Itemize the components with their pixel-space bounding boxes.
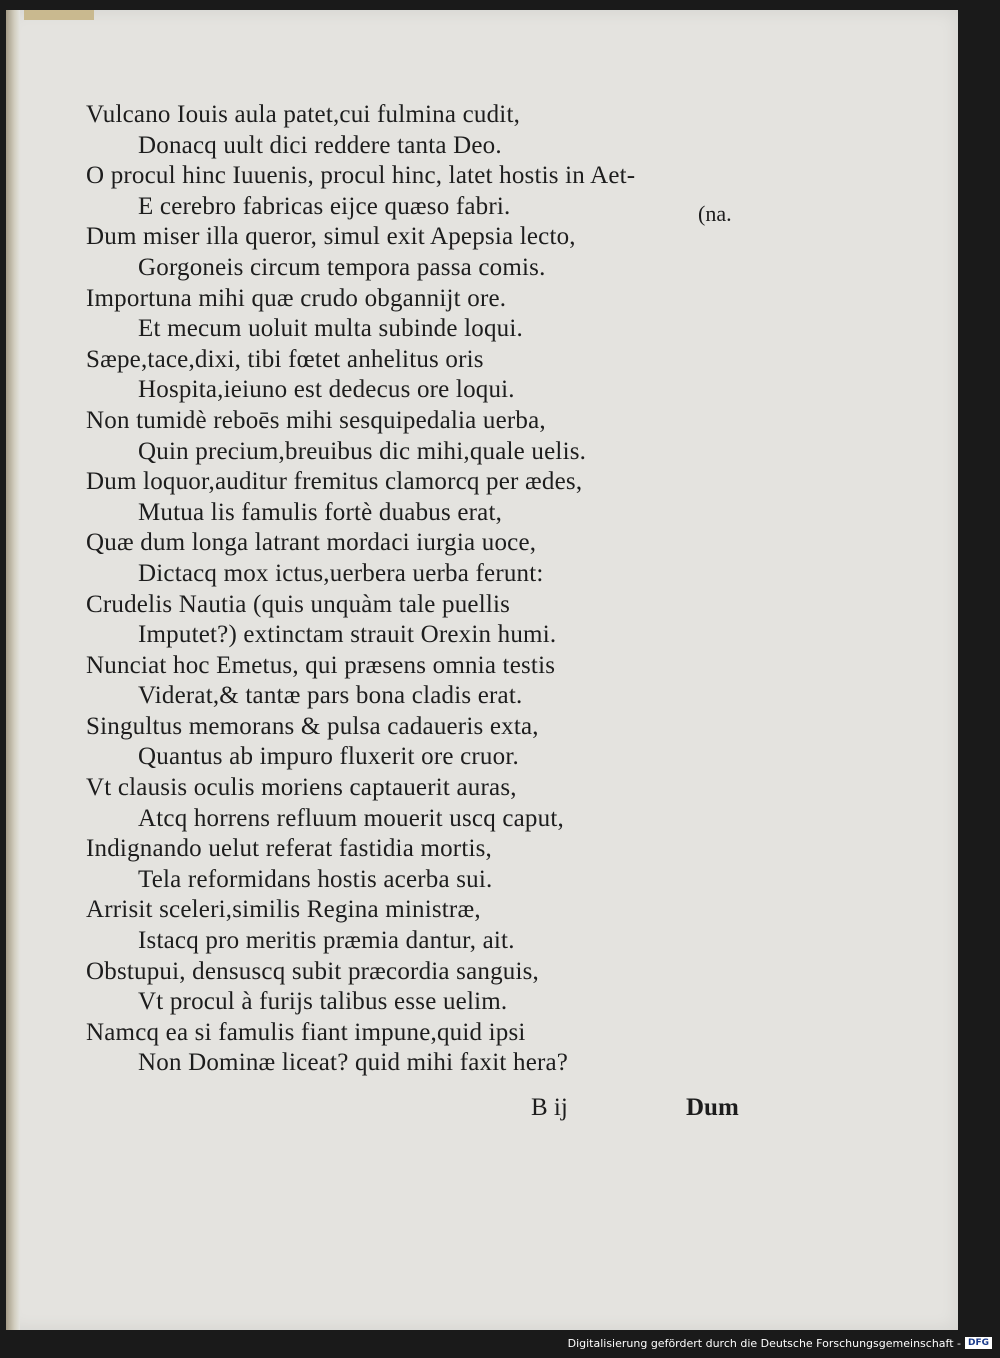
catchword: Dum: [686, 1094, 739, 1121]
verse-line: Namcq ea si famulis fiant impune,quid ipsi: [86, 1018, 526, 1046]
signature-mark: B ij: [531, 1094, 568, 1121]
verse-line: Dum miser illa queror, simul exit Apepsia lecto,: [86, 223, 576, 251]
verse-line: Non Dominæ liceat? quid mihi faxit hera?: [138, 1049, 569, 1077]
verse-line: Dum loquor,auditur fremitus clamorcq per ædes,: [86, 468, 583, 496]
verse-line: Atcq horrens refluum mouerit uscq caput,: [138, 804, 564, 832]
verse-block: [86, 100, 786, 1079]
verse-line: Arrisit sceleri,similis Regina ministræ,: [86, 896, 481, 924]
verse-line: Crudelis Nautia (quis unquàm tale puellis: [86, 590, 511, 618]
verse-line: Importuna mihi quæ crudo obgannijt ore.: [86, 284, 507, 312]
footer-credit: [568, 1336, 992, 1350]
verse-line: Dictacq mox ictus,uerbera uerba ferunt:: [138, 559, 544, 587]
verse-line: Non tumidè reboēs mihi sesquipedalia uerba,: [86, 406, 546, 434]
verse-line: Singultus memorans & pulsa cadaueris exta,: [86, 712, 539, 740]
verse-line: Quæ dum longa latrant mordaci iurgia uoce,: [86, 529, 537, 557]
verse-line: Imputet?) extinctam strauit Orexin humi.: [138, 621, 557, 649]
verse-line: Istacq pro meritis præmia dantur, ait.: [138, 927, 515, 955]
verse-line: Sæpe,tace,dixi, tibi fœtet anhelitus oris: [86, 345, 484, 373]
verse-line: Vt procul à furijs talibus esse uelim.: [138, 988, 508, 1016]
verse-line: Vulcano Iouis aula patet,cui fulmina cudit,: [86, 101, 521, 128]
footer-text: Digitalisierung gefördert durch die Deutsche Forschungsgemeinschaft -: [567, 1336, 961, 1350]
verse-line: Vt clausis oculis moriens captauerit auras,: [86, 774, 517, 802]
verse-line: Indignando uelut referat fastidia mortis,: [86, 835, 492, 863]
verse-line: Quin precium,breuibus dic mihi,quale uelis.: [138, 437, 587, 465]
verse-line: Tela reformidans hostis acerba sui.: [138, 865, 493, 893]
verse-line: Nunciat hoc Emetus, qui præsens omnia testis: [86, 651, 556, 679]
verse-line: Mutua lis famulis fortè duabus erat,: [138, 498, 503, 526]
verse-line: Donacq uult dici reddere tanta Deo.: [138, 131, 502, 159]
verse-line: Viderat,& tantæ pars bona cladis erat.: [138, 682, 523, 710]
verse-line: Quantus ab impuro fluxerit ore cruor.: [138, 743, 519, 771]
page-edge: [6, 10, 20, 1330]
page-corner: [24, 10, 94, 20]
margin-note: (na.: [698, 201, 732, 226]
verse-line: Et mecum uoluit multa subinde loqui.: [138, 315, 523, 343]
verse-line: Gorgoneis circum tempora passa comis.: [138, 253, 546, 281]
verse-line: Hospita,ieiuno est dedecus ore loqui.: [138, 376, 515, 404]
dfg-logo: DFG: [965, 1337, 992, 1349]
book-page: [6, 10, 958, 1330]
verse-line: O procul hinc Iuuenis, procul hinc, latet hostis in Aet-: [86, 162, 636, 190]
verse-line: E cerebro fabricas eijce quæso fabri.: [138, 192, 511, 220]
verse-line: Obstupui, densuscq subit præcordia sanguis,: [86, 957, 540, 985]
